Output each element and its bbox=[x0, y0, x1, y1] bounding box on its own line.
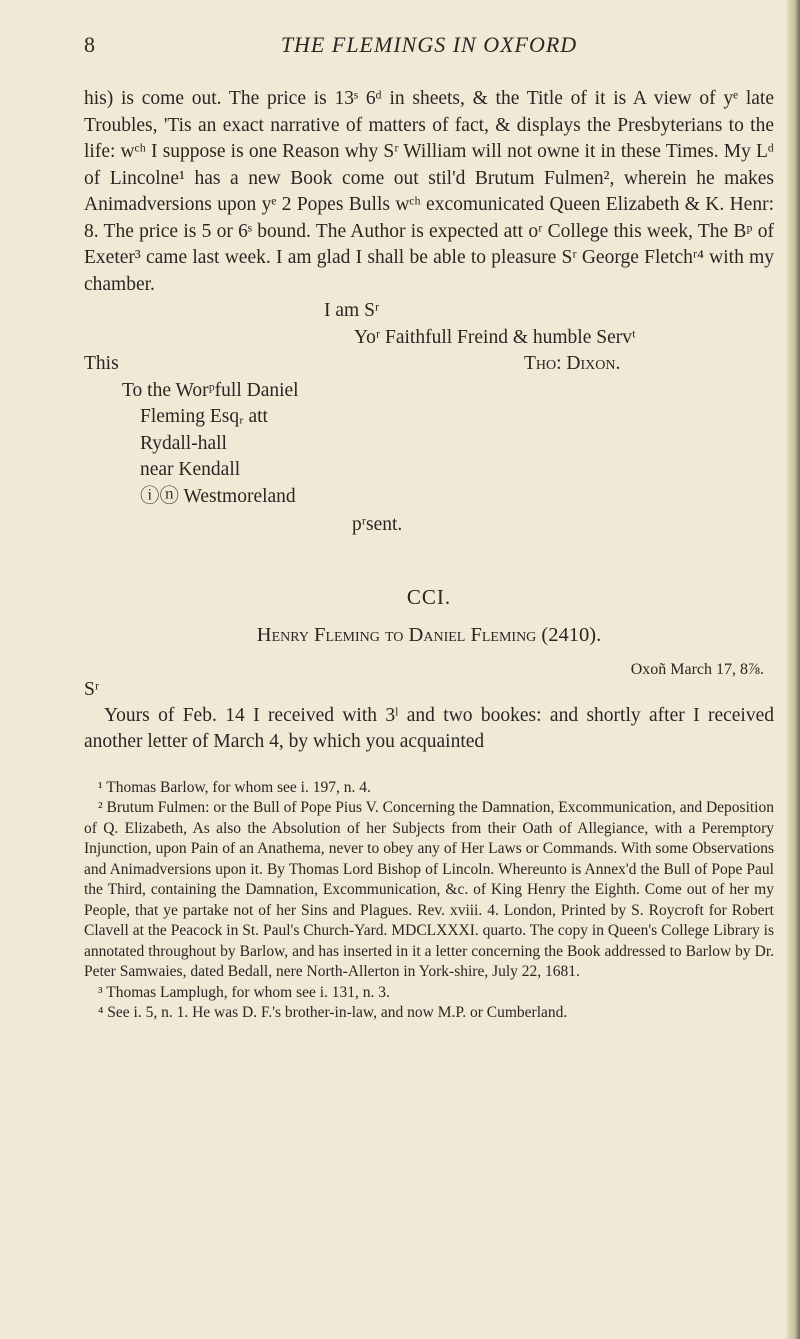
running-title: THE FLEMINGS IN OXFORD bbox=[280, 32, 578, 57]
closing-line-2: Yoʳ Faithfull Freind & humble Servᵗ bbox=[354, 326, 636, 348]
letter-heading: Henry Fleming to Daniel Fleming (2410). bbox=[256, 623, 602, 646]
address-line: To the Worᵖfull Daniel bbox=[122, 379, 299, 401]
letter-salutation: Sʳ bbox=[84, 678, 100, 700]
present-line: pʳsent. bbox=[352, 514, 403, 535]
letter-closing bbox=[84, 298, 774, 539]
letter-number: CCI. bbox=[406, 584, 452, 609]
letter-body bbox=[84, 703, 774, 756]
footnote: ¹ Thomas Barlow, for whom see i. 197, n. 4. bbox=[98, 778, 371, 796]
footnote: ³ Thomas Lamplugh, for whom see i. 131, n. 3. bbox=[98, 983, 390, 1001]
signature: Tho: Dixon. bbox=[524, 353, 621, 374]
footnote: ² Brutum Fulmen: or the Bull of Pope Pius V. Concerning the Damnation, Excommunication, and Deposition of Q. Elizabeth, As also the Absolution of her Subjects from their Oath of Allegiance, with a Peremptory Injunction, upon Pain of an Anathema, never to obey any of Her Laws or Commands. With some Observations and Animadversions upon it. By Thomas Lord Bishop of Lincoln. Whereunto is Annex'd the Bull of Pope Paul the Third, containing the Damnation, Excommunication, &c. of King Henry the Eighth. Come out of her my People, that ye partake not of her Sins and Plagues. Rev. xviii. 4. London, Printed by S. Roycroft for Robert Clavell at the Peacock in St. Paul's Church-Yard. MDCLXXXI. quarto. The copy in Queen's College Library is annotated throughout by Barlow, and has inserted in it a letter concerning the Book addressed to Barlow by Dr. Peter Samwaies, dated Bedall, nere North-Allerton in York-shire, July 22, 1681. bbox=[84, 799, 774, 980]
page-content bbox=[84, 32, 774, 1024]
footnote: ⁴ See i. 5, n. 1. He was D. F.'s brother-in-law, and now M.P. or Cumberland. bbox=[98, 1004, 568, 1021]
address-line: Rydall-hall bbox=[140, 432, 227, 454]
page-number: 8 bbox=[84, 32, 95, 57]
address-line: near Kendall bbox=[140, 459, 241, 480]
letter-paragraph: his) is come out. The price is 13ˢ 6ᵈ in sheets, & the Title of it is A view of yᵉ late Troubles, 'Tis an exact narrative of matters of fact, & displays the Presbyterians to the life: wᶜʰ I suppose is one Reason why Sʳ William will not owne it in these Times. My Lᵈ of Lincolne¹ has a new Book come out stil'd Brutum Fulmen², wherein he makes Animadversions upon yᵉ 2 Popes Bulls wᶜʰ excomunicated Queen Elizabeth & K. Henr: 8. The price is 5 or 6ˢ bound. The Author is expected att oʳ College this week, The Bᵖ of Exeter³ came last week. I am glad I shall be able to pleasure Sʳ George Fletchʳ⁴ with my chamber. bbox=[84, 88, 774, 295]
letter-continuation bbox=[84, 86, 774, 298]
closing-line-1: I am Sʳ bbox=[324, 300, 380, 321]
running-head bbox=[84, 32, 774, 66]
address-line: Fleming Esqᵣ att bbox=[140, 406, 268, 427]
page-edge-shadow bbox=[786, 0, 800, 1339]
this-label: This bbox=[84, 353, 119, 374]
footnotes bbox=[84, 778, 774, 1024]
letter-dateline: Oxoñ March 17, 8⅞. bbox=[630, 660, 764, 678]
address-line: ⓘⓝ Westmoreland bbox=[140, 485, 296, 507]
this-signature-line bbox=[84, 351, 774, 378]
letter-body-paragraph: Yours of Feb. 14 I received with 3ˡ and two bookes: and shortly after I received another letter of March 4, by which you acquainted bbox=[84, 704, 774, 752]
